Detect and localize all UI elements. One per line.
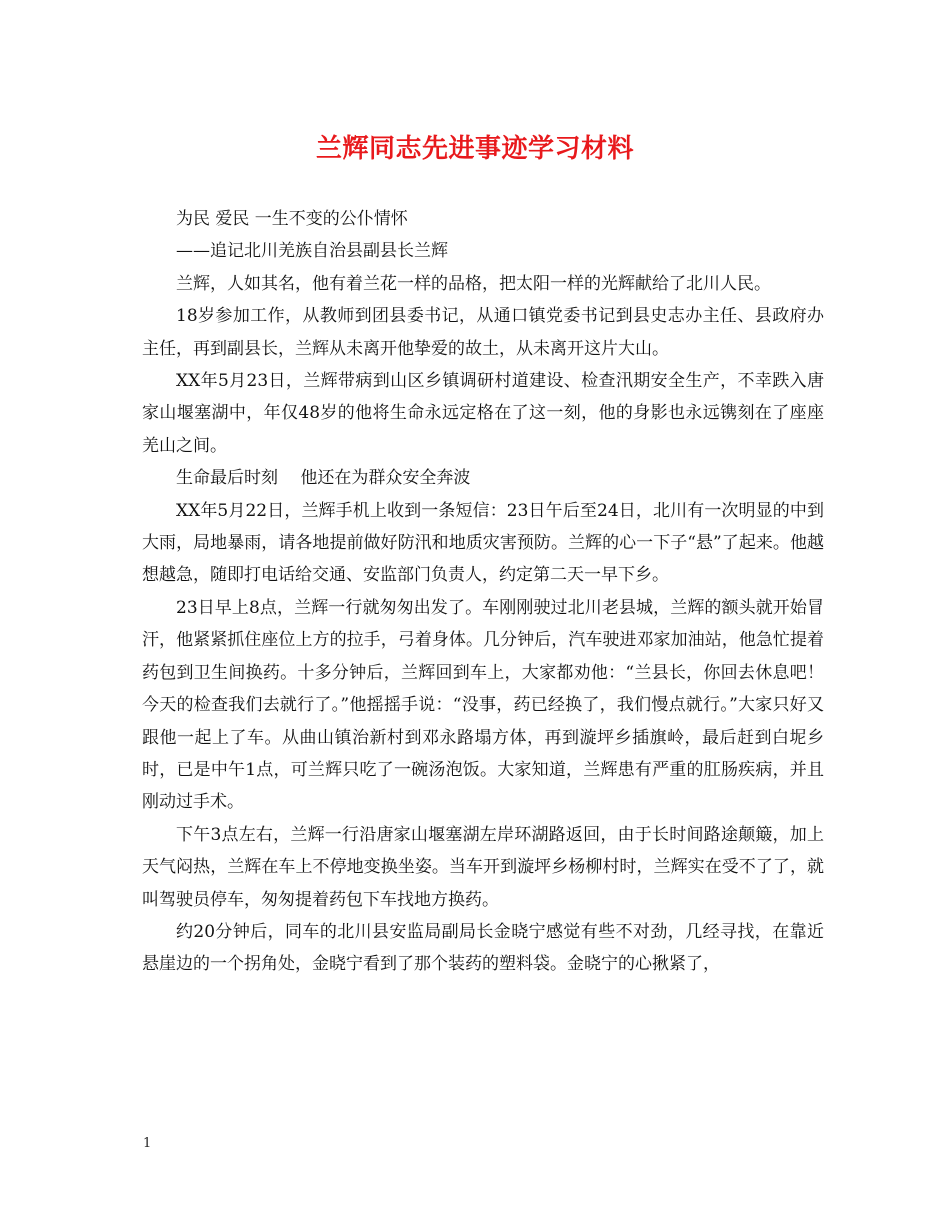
paragraph: 兰辉，人如其名，他有着兰花一样的品格，把太阳一样的光辉献给了北川人民。 (176, 273, 771, 294)
paragraph: XX年5月23日，兰辉带病到山区乡镇调研村道建设、检查汛期安全生产，不幸跌入唐家山堰塞湖中，年仅48岁的他将生命永远定格在了这一刻，他的身影也永远镌刻在了座座羌山之间。 (142, 371, 824, 456)
paragraph: 23日早上8点，兰辉一行就匆匆出发了。车刚刚驶过北川老县城，兰辉的额头就开始冒汗，他紧紧抓住座位上方的拉手，弓着身体。几分钟后，汽车驶进邓家加油站，他急忙提着药包到卫生间换药。十多分钟后，兰辉回到车上，大家都劝他：“兰县长，你回去休息吧！今天的检查我们去就行了。”他摇摇手说：“没事，药已经换了，我们慢点就行。”大家只好又跟他一起上了车。从曲山镇治新村到邓永路塌方体，再到漩坪乡插旗岭，最后赶到白坭乡时，已是中午1点，可兰辉只吃了一碗汤泡饭。大家知道，兰辉患有严重的肛肠疾病，并且刚动过手术。 (142, 597, 824, 813)
paragraph: XX年5月22日，兰辉手机上收到一条短信：23日午后至24日，北川有一次明显的中到大雨，局地暴雨，请各地提前做好防汛和地质灾害预防。兰辉的心一下子“悬”了起来。他越想越急，随即打电话给交通、安监部门负责人，约定第二天一早下乡。 (142, 500, 824, 586)
paragraph: 18岁参加工作，从教师到团县委书记，从通口镇党委书记到县史志办主任、县政府办主任，再到副县长，兰辉从未离开他挚爱的故土，从未离开这片大山。 (142, 306, 824, 359)
paragraph: 约20分钟后，同车的北川县安监局副局长金晓宁感觉有些不对劲，几经寻找，在靠近悬崖边的一个拐角处，金晓宁看到了那个装药的塑料袋。金晓宁的心揪紧了， (142, 921, 824, 975)
paragraph: 生命最后时刻 他还在为群众安全奔波 (176, 468, 471, 489)
paragraph: 为民 爱民 一生不变的公仆情怀 (176, 209, 408, 229)
page-number: 1 (143, 1136, 152, 1151)
document-title: 兰辉同志先进事迹学习材料 (315, 134, 634, 164)
document-body (142, 203, 824, 981)
paragraph: ——追记北川羌族自治县副县长兰辉 (176, 241, 448, 262)
paragraph: 下午3点左右，兰辉一行沿唐家山堰塞湖左岸环湖路返回，由于长时间路途颠簸，加上天气闷热，兰辉在车上不停地变换坐姿。当车开到漩坪乡杨柳村时，兰辉实在受不了了，就叫驾驶员停车，匆匆提着药包下车找地方换药。 (142, 824, 824, 910)
